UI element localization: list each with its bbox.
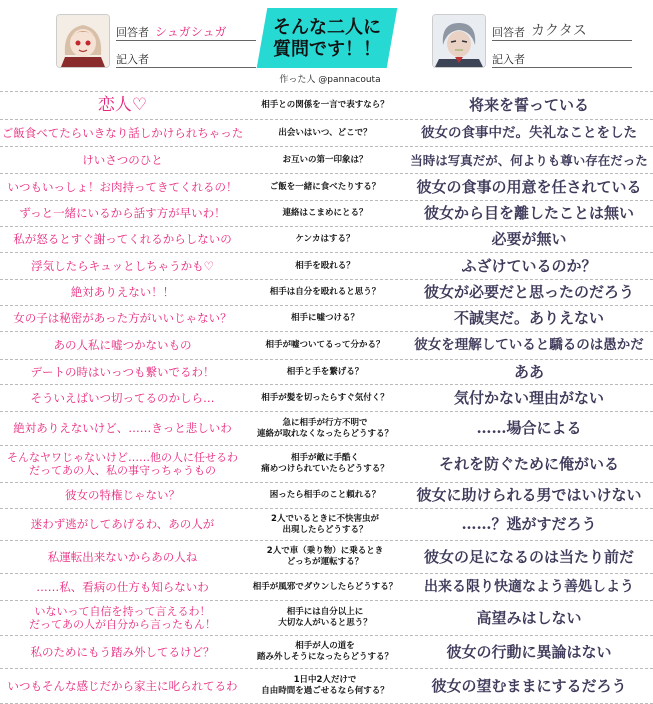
page-title [262, 10, 392, 68]
avatar-sugar [56, 14, 110, 68]
question: ご飯を一緒に食べたりする？ [269, 181, 381, 192]
answer-cactus: 彼女の足になるのは当たり前だ [423, 547, 634, 566]
qa-row [0, 226, 653, 252]
answer-cactus: 彼女に助けられる男ではいけない [416, 486, 642, 504]
question: 連絡はこまめにとる？ [282, 208, 368, 218]
answer-sugar: ……私、看病の仕方も知らないわ [36, 579, 209, 594]
title-line-1: そんな二人に [273, 17, 381, 38]
qa-table [0, 91, 653, 704]
question: 相手を殴れる？ [295, 260, 355, 271]
answer-sugar: 浮気したらキュッとしちゃうかも♡ [31, 258, 214, 273]
question: ケンカはする？ [295, 234, 355, 244]
writer-row-left [116, 41, 256, 68]
question: 相手が人の道を 踏み外しそうになったらどうする？ [256, 641, 393, 662]
question: 相手が髪を切ったらすぐ気付く？ [261, 392, 389, 403]
qa-row [0, 600, 653, 635]
qa-row [0, 146, 653, 173]
qa-row [0, 445, 653, 482]
respondent-card-left [116, 14, 256, 74]
qa-row [0, 252, 653, 279]
qa-row [0, 482, 653, 508]
answer-cactus: 彼女を理解していると驕るのは愚かだ [414, 337, 644, 353]
question: 相手に嘘つける？ [290, 313, 359, 323]
qa-row [0, 119, 653, 146]
answer-cactus: 彼女が必要だと思ったのだろう [423, 283, 634, 301]
question: 相手が風邪でダウンしたらどうする？ [252, 581, 398, 592]
question: 急に相手が行方不明で 連絡が取れなくなったらどうする？ [256, 417, 393, 439]
answer-cactus: 彼女の行動に異論はない [446, 642, 612, 661]
qa-row [0, 200, 653, 226]
respondent-label: 回答者 [116, 26, 149, 39]
qa-row [0, 411, 653, 445]
qa-row [0, 668, 653, 704]
answer-sugar: 迷わず逃がしてあげるわ、あの人が [30, 517, 215, 531]
qa-row [0, 305, 653, 331]
question: 2人で車（乗り物）に乗るとき どっちが運転する？ [266, 546, 384, 567]
qa-row [0, 279, 653, 305]
answer-sugar: けいさつのひと [82, 152, 163, 167]
qa-row [0, 635, 653, 668]
answer-cactus: 出来る限り快適なよう善処しよう [424, 578, 634, 595]
answer-cactus: ……場合による [476, 419, 582, 437]
question: 相手との関係を一言で表すなら？ [261, 100, 389, 110]
respondent-name: シュガシュガ [155, 25, 227, 39]
qa-row [0, 359, 653, 384]
question: 2人でいるときに不快害虫が 出現したらどうする？ [271, 513, 379, 535]
answer-cactus: 必要が無い [491, 230, 567, 248]
answer-sugar: ずっと一緒にいるから話す方が早いわ！ [19, 206, 226, 220]
respondent-card-right [492, 14, 632, 74]
respondent-label: 回答者 [492, 26, 525, 39]
question: 相手と手を繋げる？ [286, 366, 364, 377]
question: 相手が敵に手酷く 痛めつけられていたらどうする？ [261, 453, 389, 474]
qa-row [0, 331, 653, 359]
question: 相手は自分を殴れると思う？ [269, 287, 381, 297]
answer-sugar: いつもいっしょ！お肉持ってきてくれるの！ [7, 179, 238, 194]
question: 困ったら相手のこと頼れる？ [269, 490, 381, 500]
answer-sugar: ご飯食べてたらいきなり話しかけられちゃった [1, 125, 244, 140]
qa-row [0, 384, 653, 411]
writer-label: 記入者 [492, 53, 525, 66]
answer-cactus: ……？逃がすだろう [461, 515, 597, 533]
answer-sugar: そんなヤワじゃないけど……他の人に任せるわ だってあの人、私の事守っちゃうもの [7, 451, 238, 477]
question: 相手には自分以上に 大切な人がいると思う？ [278, 607, 372, 628]
qa-row [0, 573, 653, 600]
answer-cactus: ああ [513, 362, 544, 381]
question: 出会いはいつ、どこで？ [278, 127, 372, 138]
qa-row [0, 508, 653, 540]
answer-sugar: 女の子は秘密があった方がいいじゃない？ [13, 311, 232, 325]
answer-sugar: あの人私に嘘つかないもの [53, 338, 192, 352]
writer-label: 記入者 [116, 53, 149, 66]
answer-cactus: 将来を誓っている [468, 96, 589, 114]
qa-row [0, 540, 653, 573]
qa-row [0, 91, 653, 119]
title-line-2: 質問です！！ [273, 39, 381, 60]
answer-sugar: 私運転出来ないからあの人ね [47, 549, 198, 564]
answer-sugar: 私のためにもう踏み外してるけど？ [30, 644, 215, 659]
respondent-row-right [492, 14, 632, 41]
answer-sugar: 絶対ありえないけど、……きっと悲しいわ [13, 421, 232, 435]
qa-row [0, 173, 653, 200]
respondent-name: カクタス [531, 23, 587, 39]
answer-sugar: 絶対ありえない！！ [70, 285, 175, 299]
header [0, 0, 653, 90]
answer-cactus: 不誠実だ。ありえない [453, 309, 604, 327]
respondent-row-left [116, 14, 256, 41]
answer-sugar: 私が怒るとすぐ謝ってくれるからしないの [13, 232, 232, 246]
answer-cactus: 彼女の食事中だ。失礼なことをした [421, 124, 637, 141]
question: 相手が嘘ついてるって分かる？ [265, 340, 385, 350]
answer-cactus: 彼女の食事の用意を任されている [416, 177, 642, 196]
answer-cactus: 高望みはしない [476, 608, 582, 627]
answer-sugar: いないって自信を持って言えるわ！ だってあの人が自分から言ったもん！ [29, 605, 216, 631]
question: お互いの第一印象は？ [282, 154, 368, 165]
answer-cactus: 気付かない理由がない [453, 388, 604, 407]
answer-cactus: ふざけているのか？ [461, 256, 597, 275]
answer-cactus: それを防ぐために俺がいる [438, 454, 619, 473]
answer-sugar: いつもそんな感じだから家主に叱られてるわ [7, 678, 238, 693]
answer-cactus: 彼女の望むままにするだろう [431, 676, 627, 695]
writer-row-right [492, 41, 632, 68]
question: 1日中2人だけで 自由時間を過ごせるなら何する？ [261, 675, 389, 696]
answer-sugar: 彼女の特権じゃない？ [65, 488, 180, 502]
author-credit: 作った人 @pannacouta [279, 75, 381, 85]
answer-cactus: 当時は写真だが、何よりも尊い存在だった [410, 152, 648, 168]
answer-sugar: 恋人♡ [97, 95, 148, 115]
answer-sugar: デートの時はいっつも繋いでるわ！ [30, 364, 215, 379]
answer-cactus: 彼女から目を離したことは無い [423, 204, 634, 222]
avatar-cactus [432, 14, 486, 68]
answer-sugar: そういえばいつ切ってるのかしら… [30, 390, 215, 405]
